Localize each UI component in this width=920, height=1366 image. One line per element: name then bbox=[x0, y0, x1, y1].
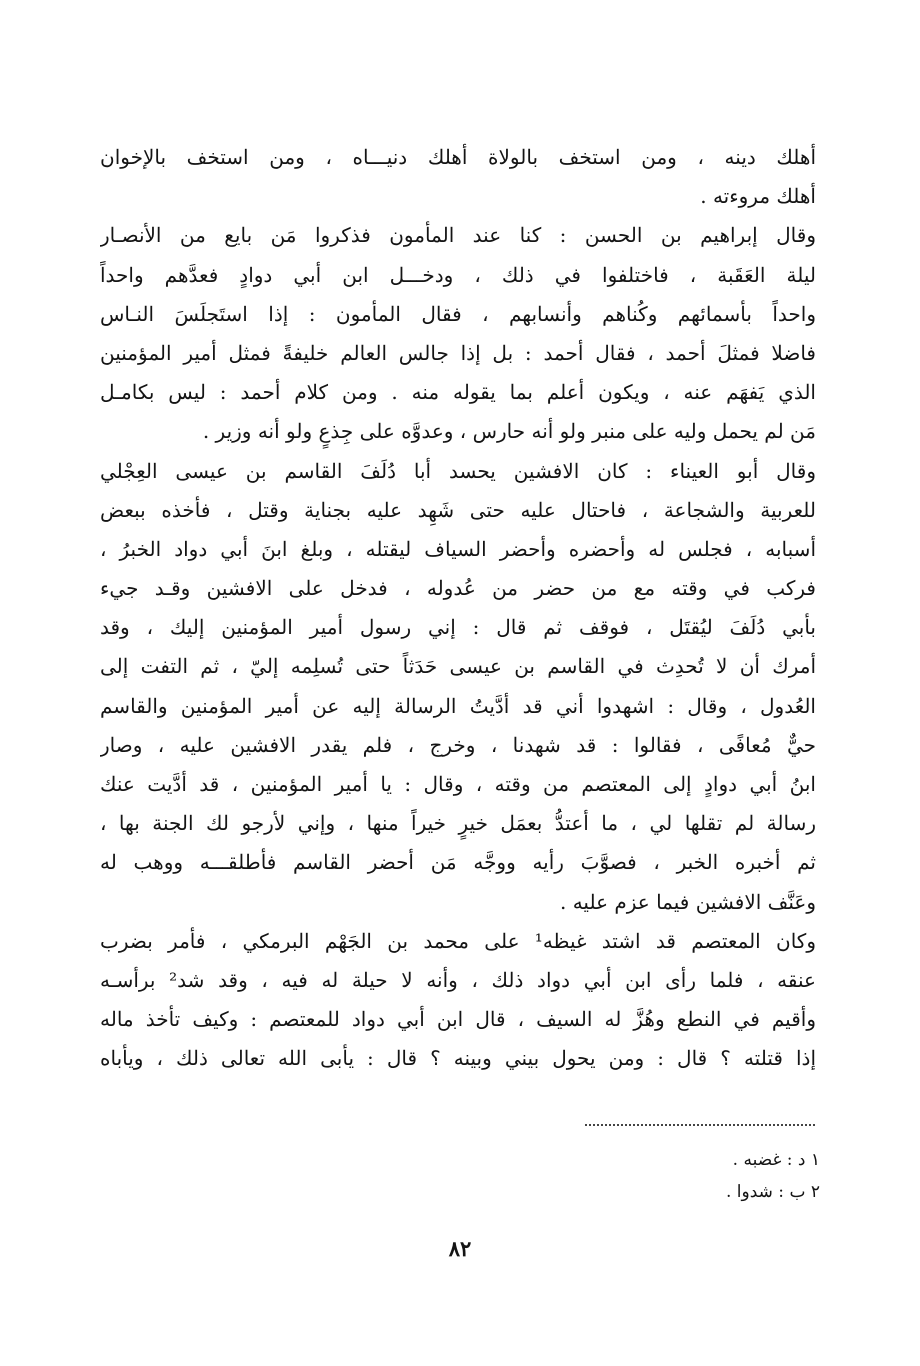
text-line: إذا قتلته ؟ قال : ومن يحول بيني وبينه ؟ قال : يأبى الله تعالى ذلك ، ويأباه bbox=[100, 1046, 816, 1071]
text-line: أهلك مروءته . bbox=[700, 184, 816, 209]
text-line: واحداً بأسمائهم وكُناهم وأنسابهم ، فقال المأمون : إذا استَجلَسَ النـاس bbox=[100, 301, 816, 326]
footnote-separator bbox=[585, 1124, 815, 1126]
text-line: بأبي دُلَفَ ليُقتَل ، فوقف ثم قال : إني رسول أمير المؤمنين إليك ، وقد bbox=[100, 615, 816, 640]
text-line: عنقه ، فلما رأى ابن أبي دواد ذلك ، وأنه لا حيلة له فيه ، وقد شد² برأسـه bbox=[100, 967, 816, 992]
text-line: فركب في وقته مع من حضر من عُدوله ، فدخل على الافشين وقـد جيء bbox=[100, 576, 816, 601]
text-line: وأقيم في النطع وهُزَّ له السيف ، قال ابن أبي دواد للمعتصم : وكيف تأخذ ماله bbox=[100, 1007, 816, 1032]
footnotes bbox=[560, 1144, 820, 1208]
text-line: للعربية والشجاعة ، فاحتال عليه حتى شَهِد عليه بجناية وقتل ، فأخذه ببعض bbox=[100, 497, 816, 522]
text-line: ابنُ أبي دوادٍ إلى المعتصم من وقته ، وقال : يا أمير المؤمنين ، قد أدَّيت عنك bbox=[100, 772, 816, 796]
text-line: العُدول ، وقال : اشهدوا أني قد أدَّيتُ الرسالة إليه عن أمير المؤمنين والقاسم bbox=[100, 693, 816, 718]
text-line: حيٌّ مُعافًى ، فقالوا : قد شهدنا ، وخرج ، فلم يقدر الافشين عليه ، وصار bbox=[100, 732, 816, 757]
text-line: وقال إبراهيم بن الحسن : كنا عند المأمون فذكروا مَن بايع من الأنصـار bbox=[100, 223, 816, 248]
text-line: وعَنَّف الافشين فيما عزم عليه . bbox=[559, 889, 816, 914]
text-line: وقال أبو العيناء : كان الافشين يحسد أبا دُلَفَ القاسم بن عيسى العِجْلي bbox=[100, 458, 816, 483]
text-line: ليلة العَقَبة ، فاختلفوا في ذلك ، ودخـــل ابن أبي دوادٍ فعدَّهم واحداً bbox=[100, 262, 816, 287]
text-line: وكان المعتصم قد اشتد غيظه¹ على محمد بن الجَهْم البرمكي ، فأمر بضرب bbox=[100, 928, 816, 953]
text-line: الذي يَفهَم عنه ، ويكون أعلم بما يقوله منه . ومن كلام أحمد : ليس بكامـل bbox=[100, 380, 816, 405]
footnote-1: ١ د : غضبه . bbox=[732, 1150, 820, 1170]
text-line: أهلك دينه ، ومن استخف بالولاة أهلك دنيـــاه ، ومن استخف بالإخوان bbox=[100, 145, 816, 169]
footnote-2: ٢ ب : شدوا . bbox=[726, 1182, 820, 1202]
body-text bbox=[100, 138, 816, 1079]
text-line: أسبابه ، فجلس له وأحضره وأحضر السياف ليقتله ، وبلغ ابنَ أبي دواد الخبرُ ، bbox=[100, 536, 816, 561]
page-number: ٨٢ bbox=[448, 1236, 472, 1261]
text-line: رسالة لم تقلها لي ، ما أعتدُّ بعمَل خيرٍ خيراً منها ، وإني لأرجو لك الجنة بها ، bbox=[100, 811, 816, 836]
text-line: فاضلا فمثلَ أحمد ، فقال أحمد : بل إذا جالس العالم خليفةً فمثل أمير المؤمنين bbox=[100, 340, 816, 365]
text-line: ثم أخبره الخبر ، فصوَّبَ رأيه ووجَّه مَن أحضر القاسم فأطلقـــه ووهب له bbox=[100, 850, 816, 875]
text-line: مَن لم يحمل وليه على منبر ولو أنه حارس ، وعدوَّه على جِذعٍ ولو أنه وزير . bbox=[202, 419, 816, 444]
text-line: أمرك أن لا تُحدِث في القاسم بن عيسى حَدَثاً حتى تُسلِمه إليّ ، ثم التفت إلى bbox=[100, 654, 816, 679]
